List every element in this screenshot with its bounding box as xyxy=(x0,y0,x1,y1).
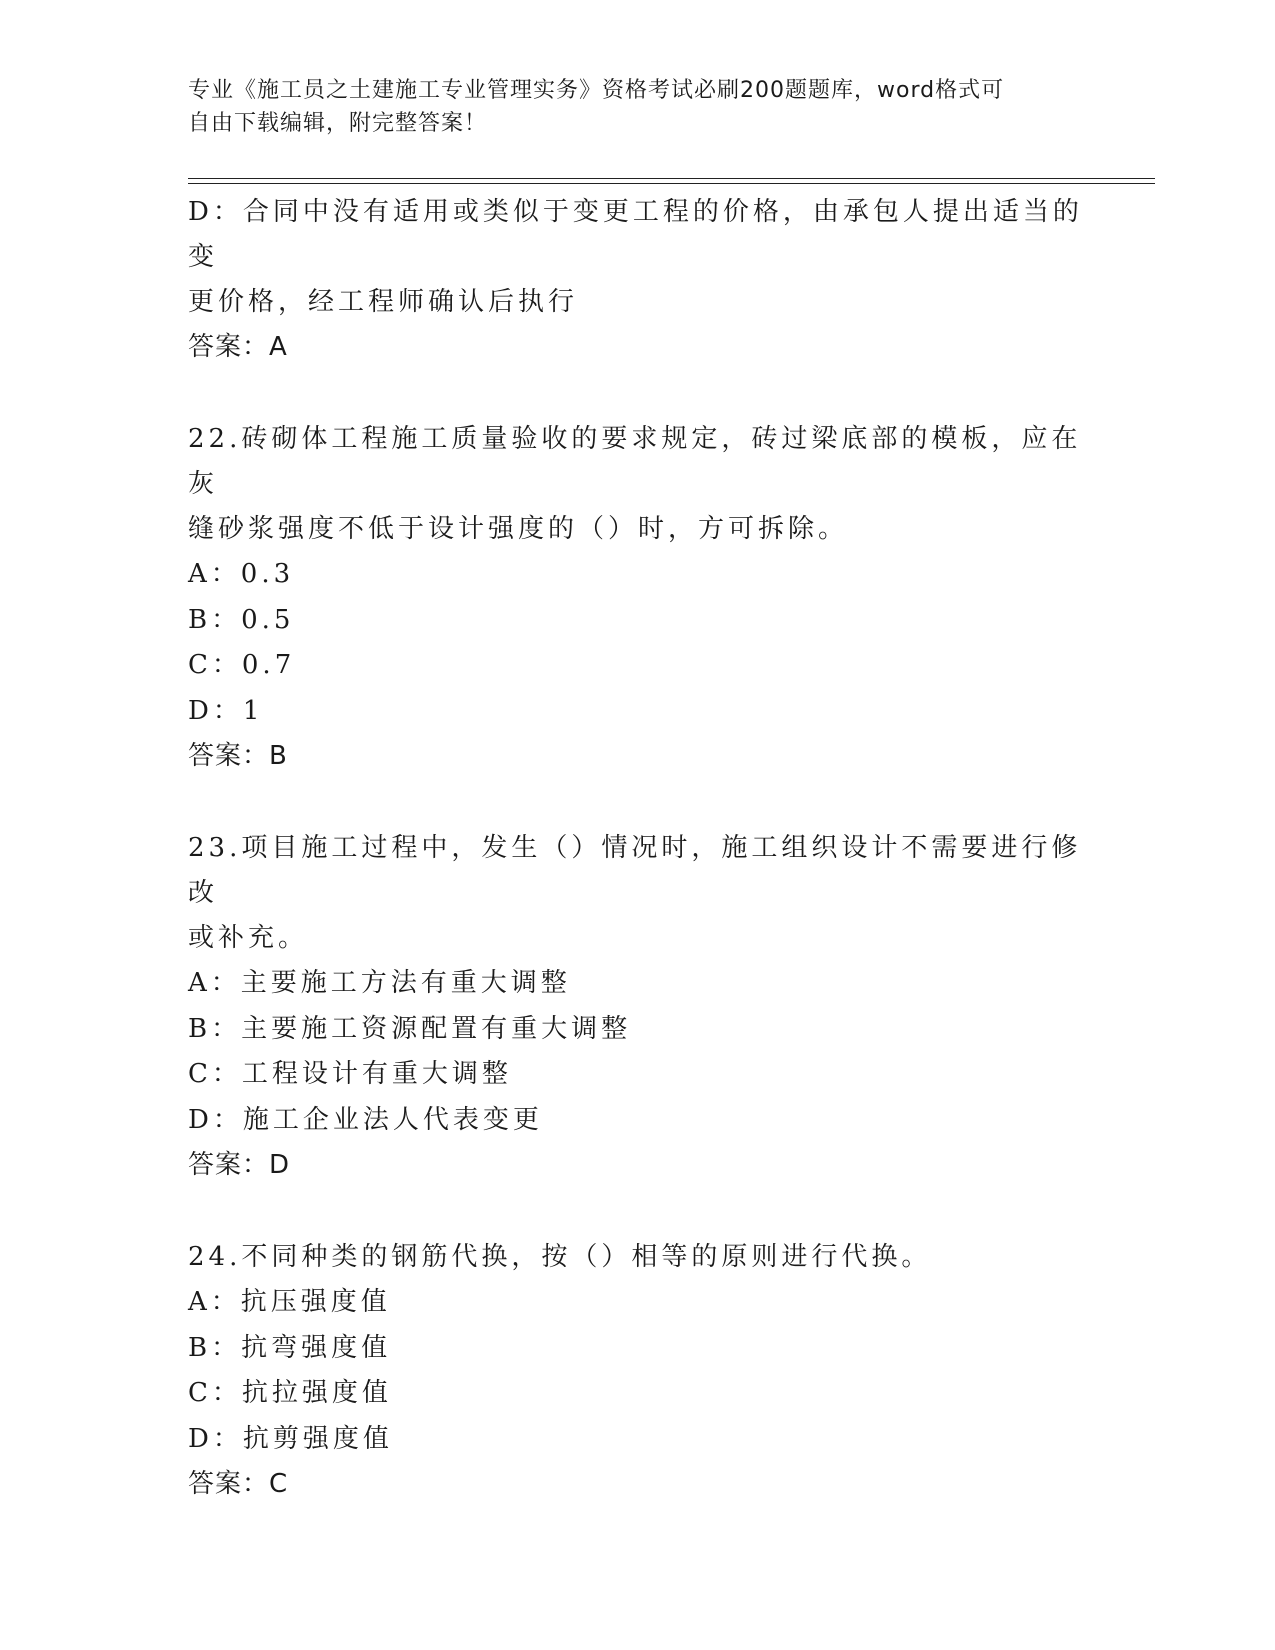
question-23-option-a: A：主要施工方法有重大调整 xyxy=(188,968,571,998)
question-22-option-a: A：0.3 xyxy=(188,559,295,589)
question-block-24 xyxy=(188,1235,1088,1507)
question-list xyxy=(188,190,1088,1507)
header-line-1: 专业《施工员之土建施工专业管理实务》资格考试必刷200题题库，word格式可 xyxy=(188,78,1005,103)
answer-23: 答案：D xyxy=(188,1150,291,1180)
option-d-line-2: 更价格，经工程师确认后执行 xyxy=(188,287,579,317)
question-22-option-d: D：1 xyxy=(188,695,264,726)
question-23-stem-line-1: 23.项目施工过程中，发生（）情况时，施工组织设计不需要进行修改 xyxy=(188,833,1082,908)
answer-21: 答案：A xyxy=(188,332,288,362)
question-22-option-b: B：0.5 xyxy=(188,604,295,635)
question-block-21 xyxy=(188,190,1088,370)
question-block-23 xyxy=(188,826,1088,1188)
answer-22: 答案：B xyxy=(188,741,288,771)
question-23-stem-line-2: 或补充。 xyxy=(188,923,309,953)
question-23-option-d: D：施工企业法人代表变更 xyxy=(188,1104,543,1135)
header-divider-top xyxy=(188,178,1155,179)
question-23-option-c: C：工程设计有重大调整 xyxy=(188,1059,512,1089)
question-24-option-c: C：抗拉强度值 xyxy=(188,1378,392,1408)
question-23-option-b: B：主要施工资源配置有重大调整 xyxy=(188,1013,632,1044)
question-22-stem-line-2: 缝砂浆强度不低于设计强度的（）时，方可拆除。 xyxy=(188,514,849,544)
option-d-line-1: D：合同中没有适用或类似于变更工程的价格，由承包人提出适当的变 xyxy=(188,197,1083,272)
document-header xyxy=(188,74,1068,140)
answer-24: 答案：C xyxy=(188,1469,289,1499)
question-24-option-d: D：抗剪强度值 xyxy=(188,1423,393,1454)
header-line-2: 自由下载编辑，附完整答案！ xyxy=(188,111,488,136)
question-22-stem-line-1: 22.砖砌体工程施工质量验收的要求规定，砖过梁底部的模板，应在灰 xyxy=(188,424,1082,499)
question-block-22 xyxy=(188,417,1088,779)
header-divider-bottom xyxy=(188,183,1155,184)
question-22-option-c: C：0.7 xyxy=(188,650,296,680)
question-24-option-b: B：抗弯强度值 xyxy=(188,1332,392,1363)
question-24-option-a: A：抗压强度值 xyxy=(188,1287,391,1317)
question-24-stem-line-1: 24.不同种类的钢筋代换，按（）相等的原则进行代换。 xyxy=(188,1242,932,1272)
